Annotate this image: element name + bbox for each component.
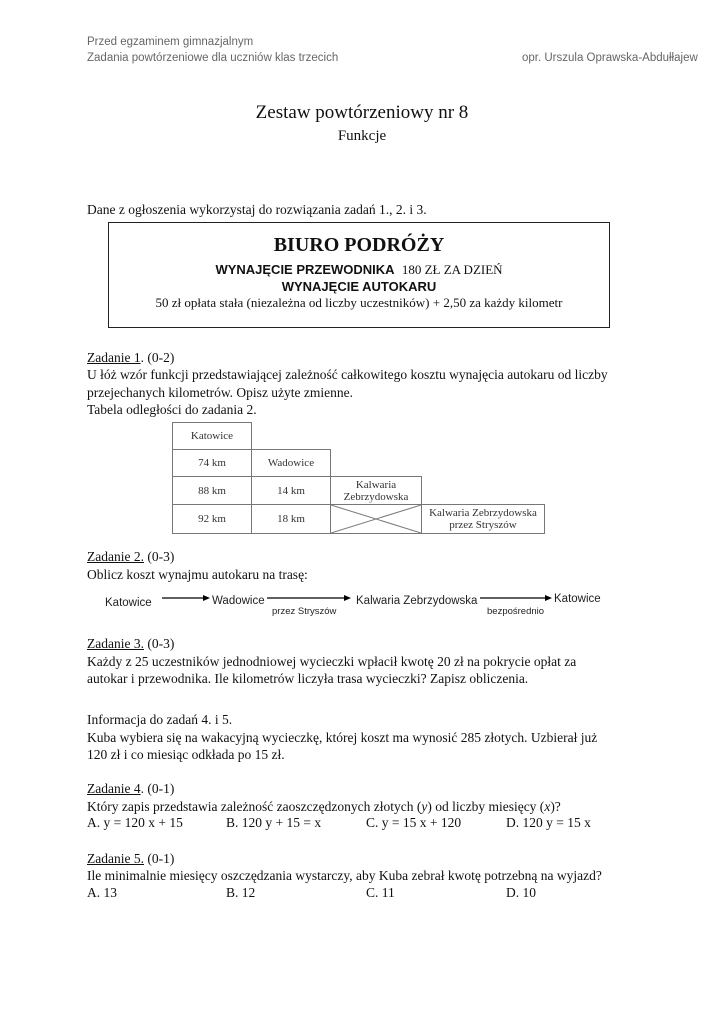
task1-line1: U łóż wzór funkcji przedstawiającej zależność całkowitego kosztu wynajęcia autokaru od liczby	[87, 367, 608, 382]
task1-line3: Tabela odległości do zadania 2.	[87, 402, 257, 417]
route-arrow-3	[480, 593, 552, 603]
task3-label: Zadanie 3.	[87, 636, 144, 651]
task3-heading	[87, 635, 174, 653]
task1-points: . (0-2)	[140, 350, 175, 365]
task5-option-a[interactable]: A. 13	[87, 885, 117, 900]
task4-heading	[87, 780, 174, 798]
route-arrow-2	[267, 593, 351, 603]
info-line2: Kuba wybiera się na wakacyjną wycieczkę, której koszt ma wynosić 285 złotych. Uzbierał już	[87, 730, 598, 745]
task1-heading	[87, 349, 174, 367]
task5-option-c[interactable]: C. 11	[366, 885, 395, 900]
cell-74km: 74 km	[173, 450, 252, 477]
ad-bus-label: WYNAJĘCIE AUTOKARU	[281, 279, 437, 294]
task2-label: Zadanie 2.	[87, 549, 144, 564]
route-end: Katowice	[554, 593, 601, 605]
task3-points: (0-3)	[143, 636, 175, 651]
task5-option-d[interactable]: D. 10	[506, 885, 536, 900]
task4-option-d[interactable]: D. 120 y = 15 x	[506, 815, 591, 830]
task3-line1: Każdy z 25 uczestników jednodniowej wycieczki wpłacił kwotę 20 zł na pokrycie opłat za	[87, 654, 577, 669]
task5-points: (0-1)	[143, 851, 175, 866]
info-line1: Informacja do zadań 4. i 5.	[87, 712, 233, 727]
cell-92km: 92 km	[173, 505, 252, 534]
task5-option-b[interactable]: B. 12	[226, 885, 256, 900]
distance-table	[172, 422, 545, 534]
task2-heading	[87, 548, 174, 566]
cell-empty-crossed	[331, 505, 422, 534]
ad-guide-label: WYNAJĘCIE PRZEWODNIKA	[215, 262, 395, 277]
header-author: opr. Urszula Oprawska-Abdułłajew	[522, 52, 698, 64]
intro-text: Dane z ogłoszenia wykorzystaj do rozwiązania zadań 1., 2. i 3.	[87, 202, 427, 217]
cell-wadowice: Wadowice	[252, 450, 331, 477]
page-title: Zestaw powtórzeniowy nr 8	[255, 102, 469, 123]
route-arrow-1	[162, 593, 210, 603]
task1-label: Zadanie 1	[87, 350, 141, 365]
task4-points: . (0-1)	[140, 781, 175, 796]
route-start: Katowice	[105, 597, 152, 609]
task2-points: (0-3)	[143, 549, 175, 564]
task4-option-b[interactable]: B. 120 y + 15 = x	[226, 815, 322, 830]
route-via2: bezpośrednio	[487, 606, 545, 617]
cell-88km: 88 km	[173, 477, 252, 505]
cell-kalwaria: Kalwaria Zebrzydowska	[331, 477, 422, 505]
task5-label: Zadanie 5.	[87, 851, 144, 866]
task4-question: Który zapis przedstawia zależność zaoszczędzonych złotych (y) od liczby miesięcy (x)?	[87, 799, 561, 814]
ad-title: BIURO PODRÓŻY	[273, 234, 445, 256]
info-line3: 120 zł i co miesiąc odkłada po 15 zł.	[87, 747, 285, 762]
travel-agency-ad	[108, 222, 610, 328]
cell-14km: 14 km	[252, 477, 331, 505]
task2-text: Oblicz koszt wynajmu autokaru na trasę:	[87, 567, 308, 582]
task4-option-a[interactable]: A. y = 120 x + 15	[87, 815, 183, 830]
header-line1: Przed egzaminem gimnazjalnym	[87, 36, 254, 48]
ad-guide-line	[109, 262, 609, 278]
cell-katowice: Katowice	[173, 423, 252, 450]
var-x: x	[544, 799, 551, 814]
route-stop1: Wadowice	[212, 595, 265, 607]
route-stop2: Kalwaria Zebrzydowska	[356, 595, 478, 607]
route-via1: przez Stryszów	[272, 606, 337, 617]
task5-question: Ile minimalnie miesięcy oszczędzania wystarczy, aby Kuba zebrał kwotę potrzebną na wyjazd?	[87, 868, 602, 883]
cell-18km: 18 km	[252, 505, 331, 534]
task4-option-c[interactable]: C. y = 15 x + 120	[366, 815, 462, 830]
cell-kalwaria-stryszow: Kalwaria Zebrzydowska przez Stryszów	[422, 505, 545, 534]
task5-heading	[87, 850, 174, 868]
header-line2: Zadania powtórzeniowe dla uczniów klas trzecich	[87, 52, 339, 64]
task1-line2: przejechanych kilometrów. Opisz użyte zmienne.	[87, 385, 354, 400]
task3-line2: autokar i przewodnika. Ile kilometrów liczyła trasa wycieczki? Zapisz obliczenia.	[87, 671, 529, 686]
cross-mark	[331, 505, 421, 533]
ad-guide-price: 180 ZŁ ZA DZIEŃ	[401, 262, 503, 277]
task4-label: Zadanie 4	[87, 781, 141, 796]
var-y: y	[421, 799, 428, 814]
page-subtitle: Funkcje	[337, 128, 387, 144]
ad-bus-price: 50 zł opłata stała (niezależna od liczby uczestników) + 2,50 za każdy kilometr	[155, 295, 563, 310]
